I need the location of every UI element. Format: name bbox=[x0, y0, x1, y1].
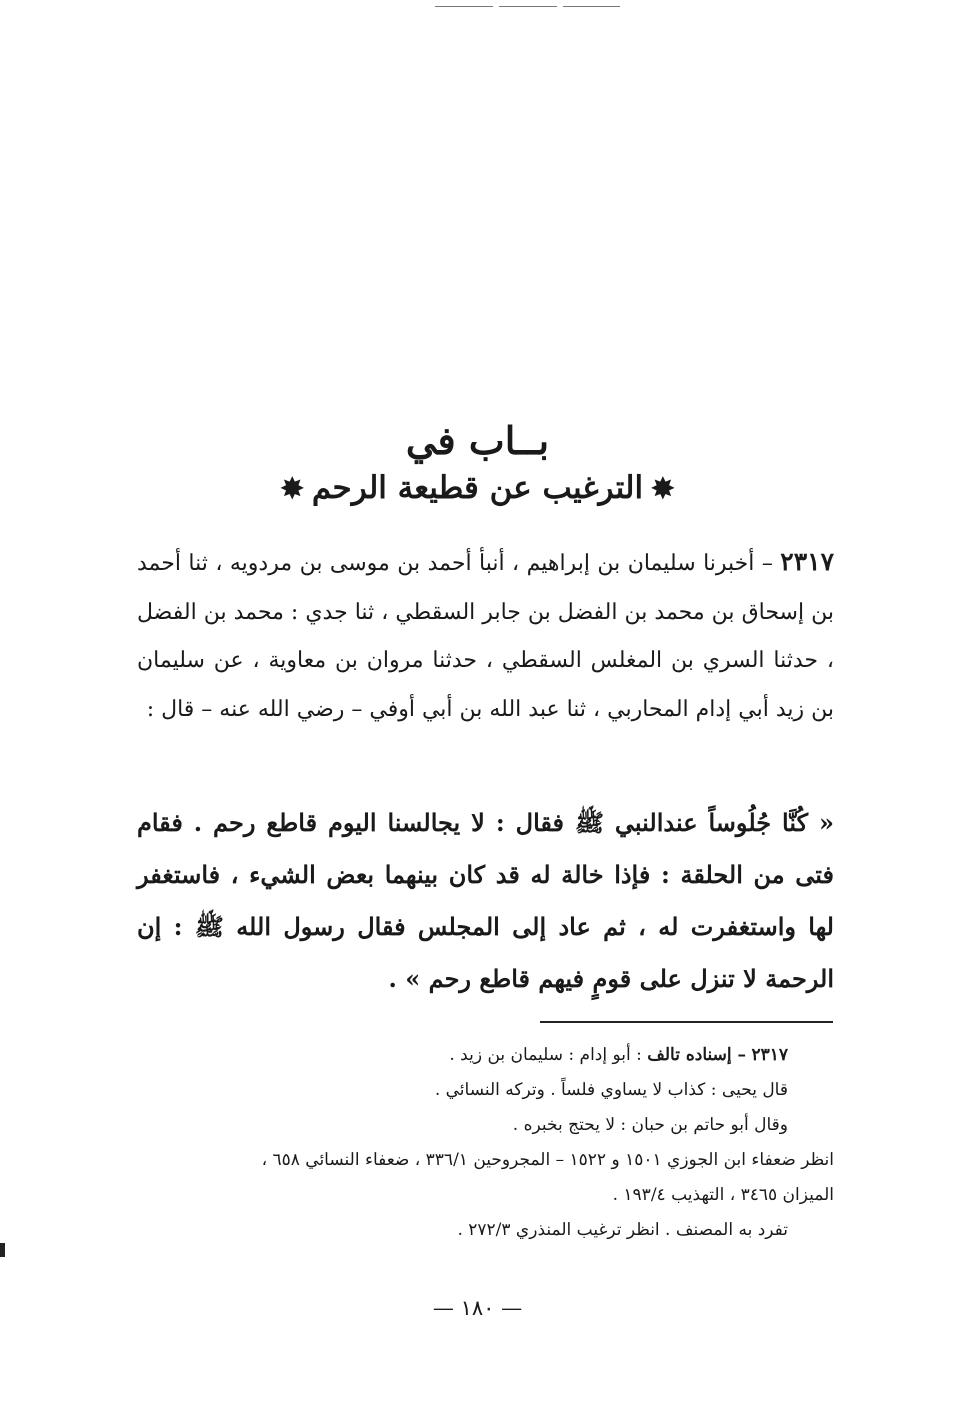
hadith-matn: « كُنَّا جُلُوساً عندالنبي ﷺ فقال : لا يجالسنا اليوم قاطع رحم . فقام فتى من الحلقة : فإذا خالة له قد كان بينهما بعض الشيء ، فاستغفر لها واستغفرت له ، ثم عاد إلى المجلس فقال رسول الله ﷺ : إن الرحمة لا تنزل على قومٍ فيهم قاطع رحم » . bbox=[137, 808, 834, 993]
footnote-line: قال يحيى : كذاب لا يساوي فلساً . وتركه النسائي . bbox=[434, 1080, 788, 1100]
footnote-divider bbox=[540, 1021, 833, 1023]
footnote-line bbox=[96, 1038, 834, 1073]
hadith-isnad-paragraph bbox=[137, 538, 834, 734]
scan-edge-mark bbox=[0, 1243, 5, 1257]
footnote-line: تفرد به المصنف . انظر ترغيب المنذري ٢٧٢/٣ . bbox=[457, 1220, 788, 1240]
page-number: — ١٨٠ — bbox=[432, 1296, 523, 1320]
footnote-number: ٢٣١٧ bbox=[751, 1045, 788, 1065]
chapter-title bbox=[0, 470, 955, 506]
footnote-grade: – إسناده تالف bbox=[647, 1045, 747, 1065]
chapter-label: بــاب في bbox=[405, 418, 550, 463]
footnotes bbox=[96, 1038, 834, 1248]
footnote-line: وقال أبو حاتم بن حبان : لا يحتج بخبره . bbox=[512, 1115, 788, 1135]
star-ornament-icon: ✸ bbox=[651, 472, 675, 505]
hadith-isnad: – أخبرنا سليمان بن إبراهيم ، أنبأ أحمد بن موسى بن مردويه ، ثنا أحمد بن إسحاق بن محمد بن الفضل بن جابر السقطي ، ثنا جدي : محمد بن الفضل ، حدثنا السري بن المغلس السقطي ، حدثنا مروان بن معاوية ، عن سليمان بن زيد أبي إدام المحاربي ، ثنا عبد الله بن أبي أوفي – رضي الله عنه – قال : bbox=[137, 551, 834, 722]
chapter-title-text: الترغيب عن قطيعة الرحم bbox=[311, 470, 644, 506]
footnote-line: انظر ضعفاء ابن الجوزي ١٥٠١ و ١٥٢٢ – المجروحين ٣٣٦/١ ، ضعفاء النسائي ٦٥٨ ، bbox=[261, 1150, 834, 1170]
star-ornament-icon: ✸ bbox=[280, 472, 304, 505]
hadith-number: ٢٣١٧ bbox=[780, 547, 835, 576]
footnote-narrator: : أبو إدام : سليمان بن زيد . bbox=[449, 1045, 642, 1065]
top-edge-rule bbox=[435, 6, 620, 7]
footnote-line: الميزان ٣٤٦٥ ، التهذيب ١٩٣/٤ . bbox=[612, 1185, 834, 1205]
